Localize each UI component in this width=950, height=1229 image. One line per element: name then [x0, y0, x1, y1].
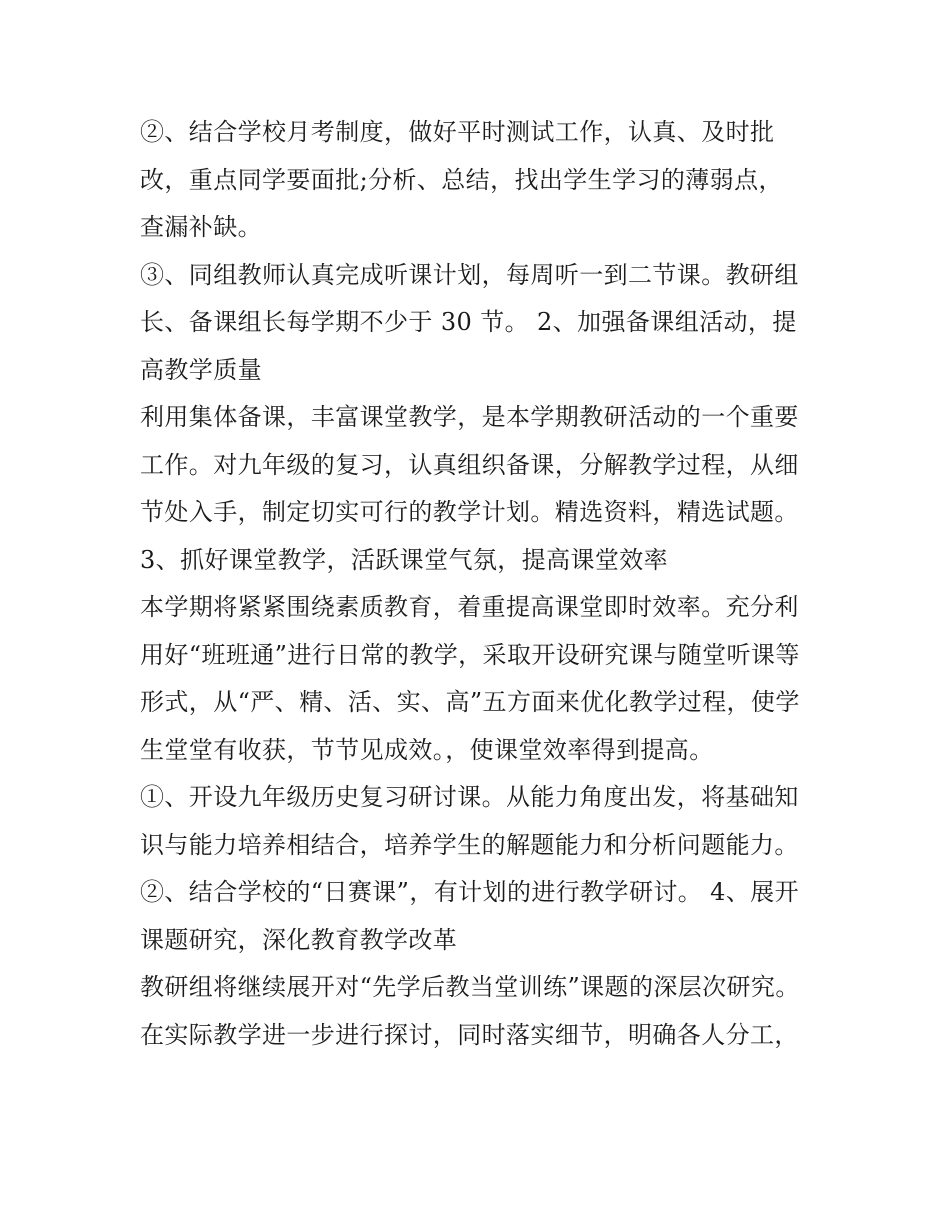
text-line: 查漏补缺。 — [140, 213, 262, 241]
text-line: 生堂堂有收获，节节见成效。，使课堂效率得到提高。 — [140, 735, 714, 764]
text-line: 课题研究，深化教育教学改革 — [140, 925, 458, 954]
text-line: ①、开设九年级历史复习研讨课。从能力角度出发，将基础知 — [140, 783, 799, 811]
text-line: 用好“班班通”进行日常的教学，采取开设研究课与随堂听课等 — [140, 640, 800, 669]
text-line: 改，重点同学要面批;分析、总结，找出学生学习的薄弱点， — [140, 165, 783, 194]
text-line: 节处入手，制定切实可行的教学计划。精选资料，精选试题。 — [140, 498, 799, 526]
text-line: 长、备课组长每学期不少于 30 节。 2、加强备课组活动，提 — [140, 308, 797, 336]
text-line: 识与能力培养相结合，培养学生的解题能力和分析问题能力。 — [140, 830, 799, 859]
document-body — [140, 109, 820, 1059]
text-line: ②、结合学校月考制度，做好平时测试工作，认真、及时批 — [140, 118, 775, 146]
text-line: 工作。对九年级的复习，认真组织备课，分解教学过程，从细 — [140, 450, 799, 479]
text-line: 利用集体备课，丰富课堂教学，是本学期教研活动的一个重要 — [140, 403, 799, 431]
text-line: 教研组将继续展开对“先学后教当堂训练”课题的深层次研究。 — [140, 973, 800, 1001]
text-line: 在实际教学进一步进行探讨，同时落实细节，明确各人分工， — [140, 1020, 799, 1049]
text-line: ②、结合学校的“日赛课”，有计划的进行教学研讨。 4、展开 — [140, 878, 800, 906]
text-line: ③、同组教师认真完成听课计划，每周听一到二节课。教研组 — [140, 260, 799, 289]
text-line: 形式，从“严、精、活、实、高”五方面来优化教学过程，使学 — [140, 688, 800, 716]
text-line: 高教学质量 — [140, 355, 262, 384]
section-heading: 3、抓好课堂教学，活跃课堂气氛，提高课堂效率 — [140, 545, 669, 574]
text-line: 本学期将紧紧围绕素质教育，着重提高课堂即时效率。充分利 — [140, 593, 799, 621]
